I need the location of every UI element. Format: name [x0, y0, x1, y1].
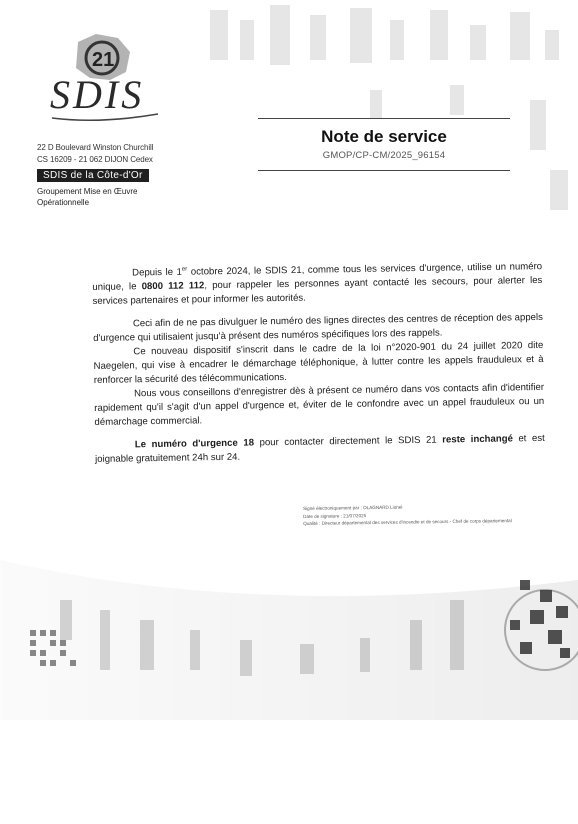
- document-body: [92, 257, 545, 476]
- signature-date: Date de signature : 21/07/2025: [303, 512, 367, 519]
- sender-group-line1: Groupement Mise en Œuvre: [37, 187, 138, 196]
- footer-decorative-pattern: [0, 560, 578, 720]
- body-paragraph-4: Nous vous conseillons d'enregistrer dès à présent ce numéro dans vos contacts afin d'identifier rapidement qu'il s'agit d'un appel d'urgence et, éviter de le confondre avec un appel frauduleux ou un démarchage commercial.: [94, 382, 545, 429]
- sender-address-line1: 22 D Boulevard Winston Churchill: [37, 143, 154, 152]
- document-title: Note de service: [321, 127, 447, 146]
- electronic-signature: [303, 502, 523, 528]
- header-top-rule: [258, 118, 510, 119]
- signature-role: Qualité : Directeur départemental des services d'incendie et de secours - Chef de corps départemental: [303, 518, 512, 526]
- callback-number: 0800 112 112: [141, 280, 205, 293]
- emergency-number: Le numéro d'urgence 18: [134, 437, 255, 451]
- logo-text: SDIS: [50, 72, 145, 117]
- sdis-logo: [40, 28, 170, 128]
- body-paragraph-1: Depuis le 1er octobre 2024, le SDIS 21, comme tous les services d'urgence, utilise un numéro unique, le 0800 112 112, pour rappeler les personnes ayant contacté les secours, pour alerter les services partenaires et pour informer les autorités.: [92, 261, 543, 308]
- body-paragraph-2: Ceci afin de ne pas divulguer le numéro des lignes directes des centres de réception des appels d'urgence qui utilisaient jusqu'à présent des numéros spécifiques lors des rappels.: [93, 312, 543, 345]
- sender-address-line2: CS 16209 - 21 062 DIJON Cedex: [37, 155, 153, 164]
- logo-number: 21: [92, 49, 115, 71]
- body-paragraph-3: Ce nouveau dispositif s'inscrit dans le cadre de la loi n°2020-901 du 24 juillet 2020 dite Naegelen, qui vise à encadrer le démarchage téléphonique, à lutter contre les appels frauduleux et à renforcer la sécurité des télécommunications.: [93, 340, 544, 387]
- header-bottom-rule: [258, 170, 510, 171]
- body-paragraph-5: Le numéro d'urgence 18 pour contacter directement le SDIS 21 reste inchangé et est joignable gratuitement 24h sur 24.: [94, 433, 545, 466]
- sender-group: [37, 186, 187, 208]
- organization-badge: SDIS de la Côte-d'Or: [37, 169, 149, 182]
- sender-group-line2: Opérationnelle: [37, 198, 90, 207]
- note-header: [258, 118, 510, 171]
- sender-block: [37, 142, 187, 208]
- header-decorative-pattern: [150, 0, 578, 230]
- document-reference: GMOP/CP-CM/2025_96154: [322, 150, 446, 161]
- signature-signer: Signé électroniquement par : OLAGNARD Lionel: [303, 504, 403, 511]
